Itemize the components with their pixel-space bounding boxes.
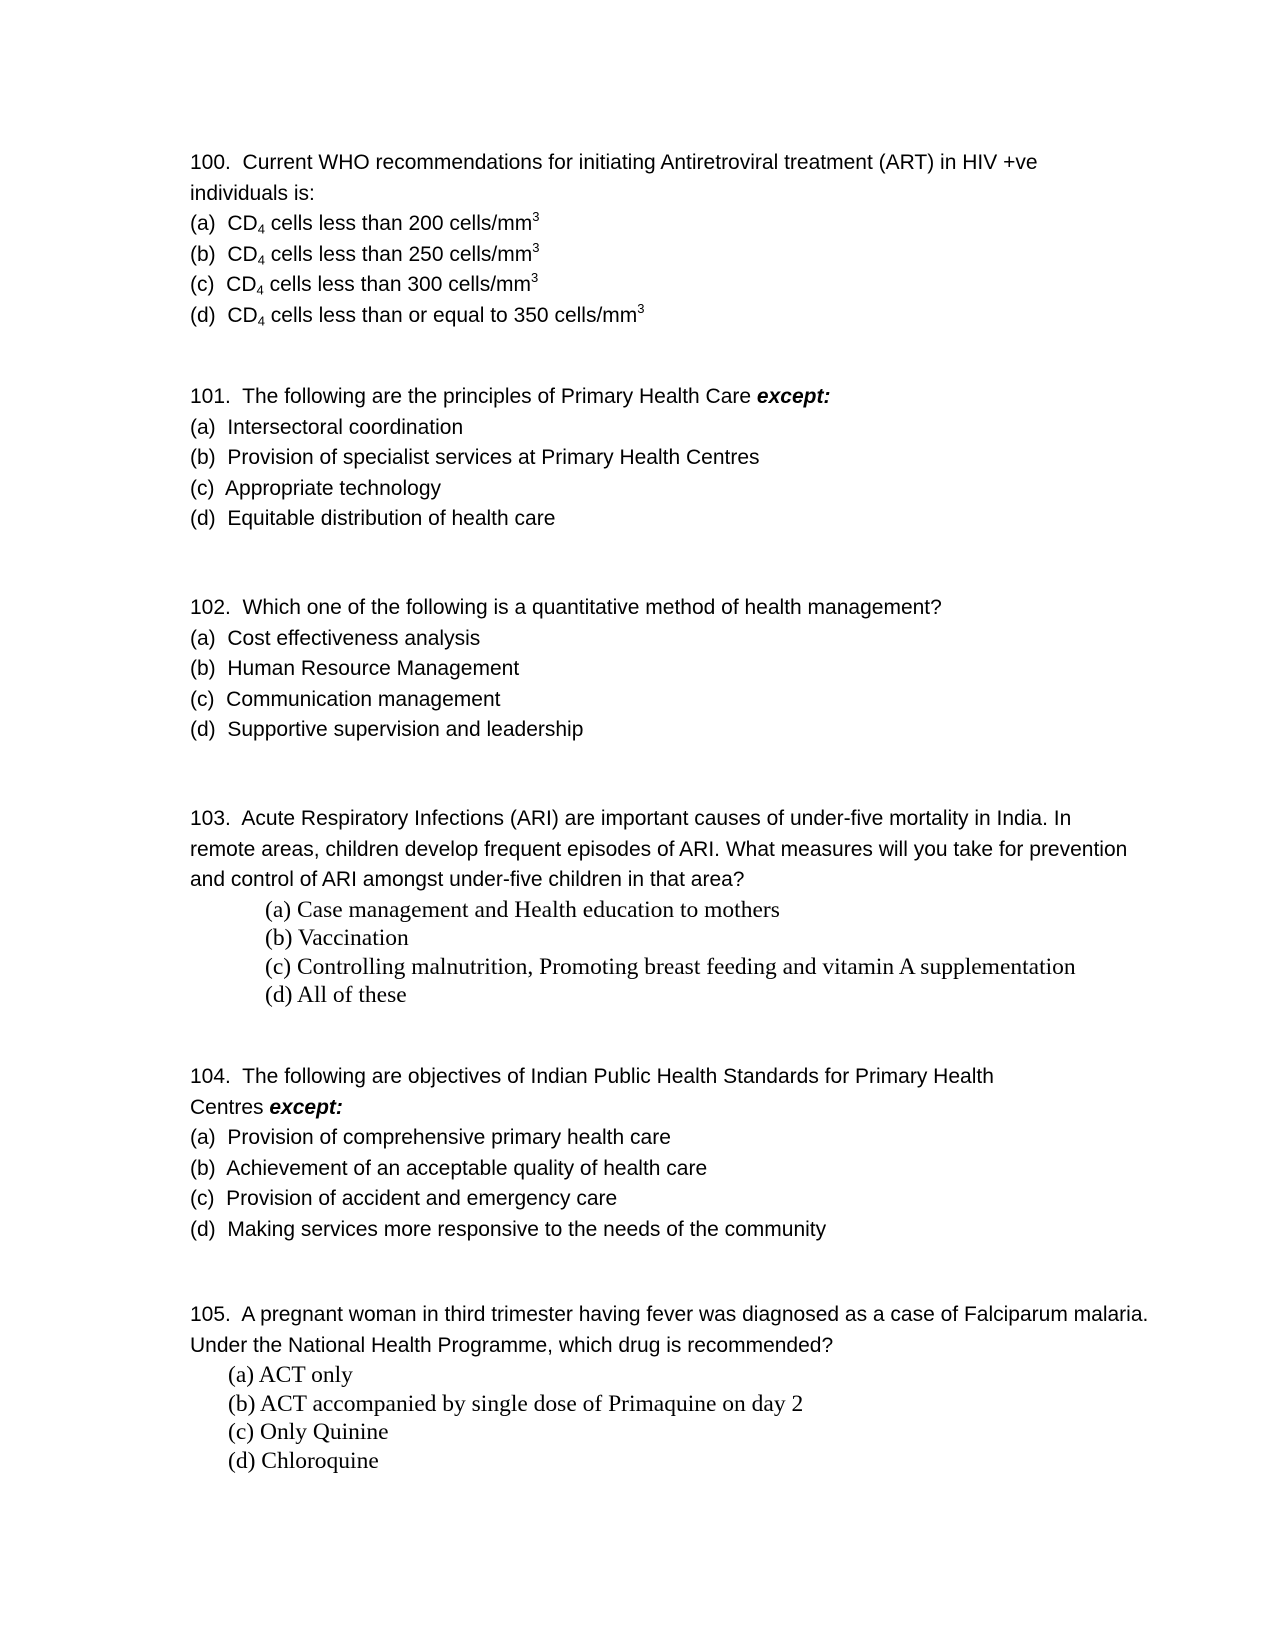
- question-text: The following are the principles of Primary Health Care: [242, 385, 752, 408]
- option-text: Intersectoral coordination: [227, 415, 464, 439]
- question-text: Which one of the following is a quantitative method of health management?: [242, 596, 942, 619]
- option-letter: (a): [190, 212, 216, 235]
- option-text: Provision of comprehensive primary health care: [227, 1126, 671, 1149]
- option-letter: (c): [190, 1187, 215, 1210]
- option-letter: (a): [190, 626, 216, 650]
- question-stem: [190, 148, 1050, 209]
- option-letter: (d): [190, 507, 216, 530]
- question-stem: [190, 382, 1150, 413]
- option-d: [190, 504, 1150, 535]
- option-a: [190, 413, 1150, 444]
- option-d: [190, 1215, 1150, 1246]
- option-d: [228, 1447, 1150, 1476]
- subscript: 4: [257, 312, 265, 328]
- option-text: ACT only: [258, 1362, 353, 1388]
- option-c: [190, 474, 1150, 505]
- option-a: [190, 209, 1150, 240]
- option-letter: (b): [228, 1390, 256, 1417]
- question-stem: [190, 1062, 1070, 1123]
- option-b: [190, 443, 1150, 474]
- option-d: [190, 715, 1150, 746]
- question-102: [190, 593, 1150, 746]
- option-b: [190, 1154, 1150, 1185]
- option-text: Case management and Health education to mothers: [296, 896, 780, 923]
- option-text: cells less than or equal to 350 cells/mm: [264, 303, 638, 327]
- superscript: 3: [531, 269, 539, 285]
- option-text: Appropriate technology: [225, 476, 441, 500]
- question-number: 102.: [190, 596, 231, 619]
- question-number: 100.: [190, 151, 231, 174]
- question-text: Current WHO recommendations for initiating Antiretroviral treatment (ART) in HIV +ve individuals is:: [190, 151, 1038, 205]
- option-text: Provision of accident and emergency care: [226, 1187, 618, 1210]
- option-letter: (d): [265, 982, 293, 1008]
- option-list: [190, 896, 1150, 1010]
- option-c: [265, 953, 1150, 982]
- question-emphasis: except:: [756, 385, 831, 408]
- option-letter: (b): [190, 242, 216, 266]
- subscript: 4: [257, 221, 265, 237]
- option-text: ACT accompanied by single dose of Primaquine on day 2: [260, 1390, 804, 1417]
- option-letter: (a): [265, 896, 292, 923]
- option-text: CD: [227, 212, 258, 235]
- option-text: All of these: [297, 982, 407, 1008]
- option-list: [190, 1123, 1150, 1245]
- option-letter: (c): [190, 687, 215, 711]
- option-letter: (b): [190, 446, 216, 469]
- option-c: [190, 685, 1150, 716]
- option-text: Equitable distribution of health care: [227, 507, 556, 530]
- subscript: 4: [256, 282, 264, 298]
- option-letter: (d): [190, 303, 216, 327]
- question-emphasis: except:: [269, 1095, 343, 1119]
- option-a: [265, 896, 1150, 925]
- superscript: 3: [532, 239, 540, 255]
- option-text: Making services more responsive to the needs of the community: [227, 1217, 827, 1241]
- option-text: Provision of specialist services at Primary Health Centres: [227, 446, 760, 469]
- option-letter: (c): [265, 953, 292, 980]
- option-letter: (d): [190, 1217, 216, 1241]
- option-text: Supportive supervision and leadership: [227, 718, 584, 741]
- option-list: [190, 413, 1150, 535]
- option-list: [190, 209, 1150, 331]
- option-text: CD: [227, 242, 258, 266]
- option-a: [228, 1361, 1150, 1390]
- option-text: Human Resource Management: [227, 657, 520, 680]
- option-list: [190, 1361, 1150, 1475]
- option-text: Chloroquine: [261, 1447, 379, 1474]
- question-number: 105.: [190, 1303, 231, 1326]
- option-letter: (b): [190, 657, 216, 680]
- option-c: [190, 1184, 1150, 1215]
- question-104: [190, 1062, 1150, 1245]
- option-d: [190, 301, 1150, 332]
- option-text: cells less than 250 cells/mm: [264, 242, 533, 266]
- option-text: cells less than 200 cells/mm: [264, 212, 533, 235]
- option-c: [228, 1418, 1150, 1447]
- superscript: 3: [532, 208, 540, 224]
- question-number: 101.: [190, 385, 231, 408]
- option-letter: (d): [228, 1447, 256, 1474]
- question-stem: [190, 1300, 1150, 1361]
- option-letter: (b): [190, 1156, 216, 1180]
- subscript: 4: [257, 251, 265, 267]
- option-text: Controlling malnutrition, Promoting breast feeding and vitamin A supplementation: [296, 953, 1076, 980]
- option-letter: (a): [190, 415, 216, 439]
- superscript: 3: [637, 300, 645, 316]
- option-list: [190, 624, 1150, 746]
- question-number: 103.: [190, 807, 231, 830]
- question-number: 104.: [190, 1065, 231, 1088]
- option-a: [190, 1123, 1150, 1154]
- option-letter: (a): [228, 1362, 255, 1388]
- option-b: [190, 240, 1150, 271]
- option-text: Achievement of an acceptable quality of health care: [226, 1156, 708, 1180]
- option-b: [228, 1390, 1150, 1419]
- question-stem: [190, 804, 1130, 896]
- question-text: A pregnant woman in third trimester having fever was diagnosed as a case of Falciparum malaria. Under the National Health Programme, which drug is recommended?: [190, 1303, 1149, 1357]
- option-text: CD: [227, 303, 258, 327]
- question-text: The following are objectives of Indian Public Health Standards for Primary Health Centres: [190, 1065, 994, 1119]
- question-105: [190, 1300, 1150, 1475]
- option-d: [265, 981, 1150, 1010]
- option-b: [190, 654, 1150, 685]
- option-letter: (b): [265, 925, 293, 951]
- option-letter: (a): [190, 1126, 216, 1149]
- option-a: [190, 624, 1150, 655]
- question-text: Acute Respiratory Infections (ARI) are important causes of under-five mortality in India. In remote areas, children develop frequent episodes of ARI. What measures will you take for prevention and control of ARI amongst under-five children in that area?: [190, 807, 1128, 891]
- option-letter: (c): [190, 476, 215, 500]
- option-text: Only Quinine: [259, 1419, 389, 1445]
- question-101: [190, 382, 1150, 535]
- option-text: Communication management: [226, 687, 501, 711]
- question-103: [190, 804, 1150, 1010]
- question-stem: [190, 593, 1150, 624]
- option-text: Cost effectiveness analysis: [227, 626, 481, 650]
- option-c: [190, 270, 1150, 301]
- option-text: cells less than 300 cells/mm: [263, 273, 532, 296]
- option-letter: (c): [228, 1419, 255, 1445]
- option-text: Vaccination: [297, 925, 409, 951]
- option-letter: (d): [190, 718, 216, 741]
- option-b: [265, 924, 1150, 953]
- question-100: [190, 148, 1150, 331]
- option-text: CD: [226, 273, 257, 296]
- option-letter: (c): [190, 273, 215, 296]
